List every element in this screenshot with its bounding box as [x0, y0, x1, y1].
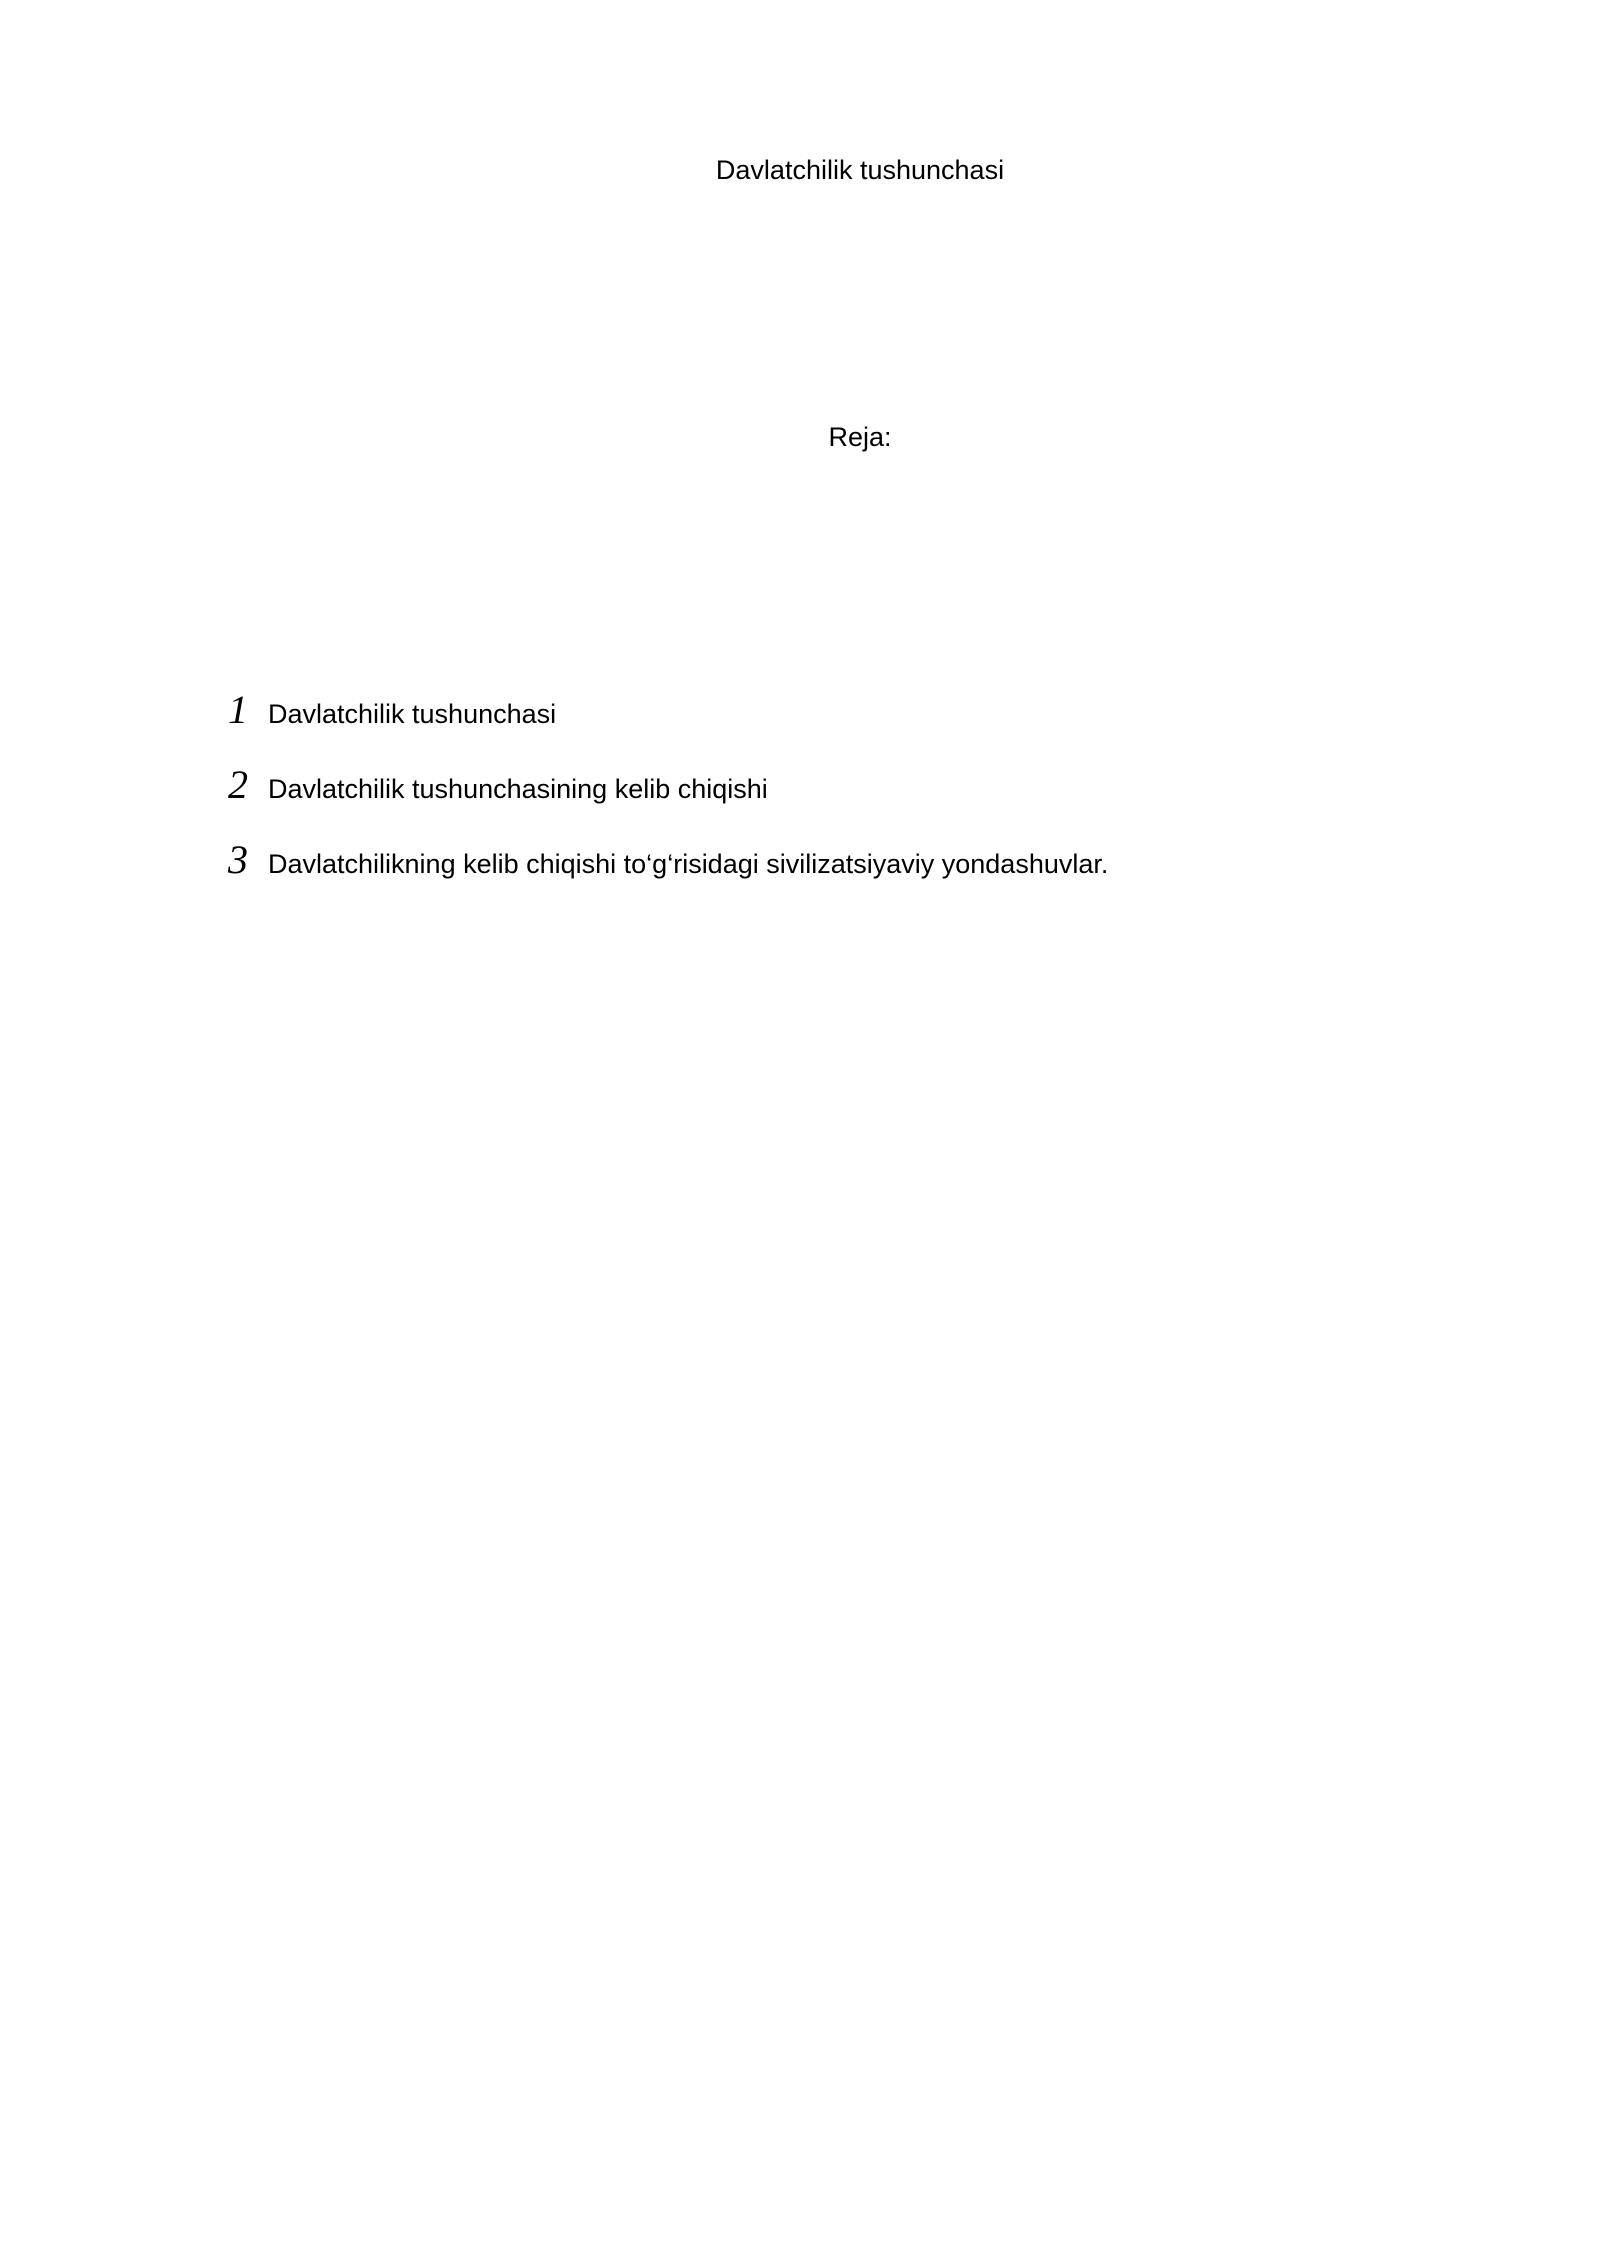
plan-item-number: 2 — [228, 762, 248, 807]
plan-heading: Reja: — [828, 422, 892, 452]
plan-item — [228, 687, 1108, 765]
plan-item-number: 3 — [228, 837, 248, 882]
plan-item-text: Davlatchilikning kelib chiqishi to‘g‘risidagi sivilizatsiyaviy yondashuvlar. — [268, 849, 1109, 879]
plan-item-number: 1 — [228, 687, 248, 732]
plan-item-text: Davlatchilik tushunchasining kelib chiqishi — [268, 774, 768, 804]
plan-item-text: Davlatchilik tushunchasi — [268, 699, 557, 729]
plan-list — [228, 687, 1109, 915]
plan-item — [228, 762, 1108, 840]
document-title: Davlatchilik tushunchasi — [715, 155, 1005, 185]
plan-item — [228, 837, 1109, 915]
